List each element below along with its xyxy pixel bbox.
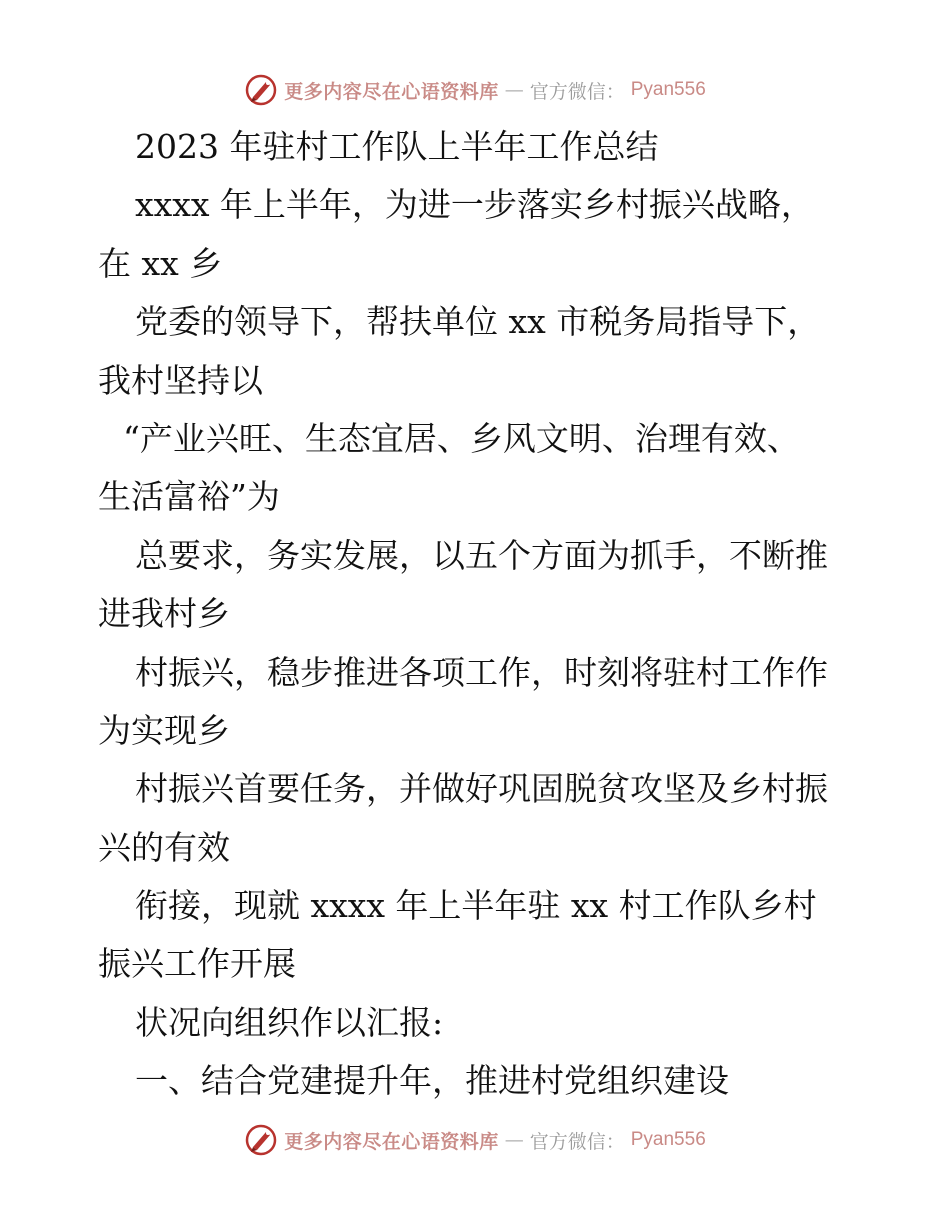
watermark-label: 官方微信： <box>529 80 625 103</box>
watermark-id: Pyan556 <box>630 1129 706 1150</box>
text-line: 党委的领导下，帮扶单位 xx 市税务局指导下， <box>135 302 821 342</box>
pen-logo-icon <box>244 1123 278 1157</box>
text-line: 我村坚持以 <box>98 360 263 400</box>
text-line: 总要求，务实发展，以五个方面为抓手，不断推 <box>135 535 828 575</box>
section-heading: 一、结合党建提升年，推进村党组织建设 <box>135 1061 729 1101</box>
watermark-text: 更多内容尽在心语资料库 <box>284 1130 499 1153</box>
watermark-id: Pyan556 <box>630 79 706 100</box>
text-line: 振兴工作开展 <box>98 944 296 984</box>
watermark-label: 官方微信： <box>529 1130 625 1153</box>
text-line: “产业兴旺、生态宜居、乡风文明、治理有效、 <box>123 418 800 458</box>
text-line: 进我村乡 <box>98 594 230 634</box>
text-line: 村振兴首要任务，并做好巩固脱贫攻坚及乡村振 <box>135 769 828 809</box>
watermark-dash: — <box>504 79 524 101</box>
watermark-dash: — <box>504 1129 524 1151</box>
text-line: 为实现乡 <box>98 710 230 750</box>
header-watermark <box>0 70 950 110</box>
document-title: 2023 年驻村工作队上半年工作总结 <box>135 127 659 166</box>
text-line: 衔接，现就 xxxx 年上半年驻 xx 村工作队乡村 <box>135 886 817 926</box>
document-body <box>98 118 858 1111</box>
text-line: 状况向组织作以汇报: <box>135 1002 444 1042</box>
text-line: 生活富裕”为 <box>98 477 280 517</box>
text-line: xxxx 年上半年，为进一步落实乡村振兴战略， <box>135 185 814 225</box>
pen-logo-icon <box>244 73 278 107</box>
footer-watermark <box>0 1120 950 1160</box>
text-line: 村振兴，稳步推进各项工作，时刻将驻村工作作 <box>135 652 828 692</box>
text-line: 兴的有效 <box>98 827 230 867</box>
watermark-text: 更多内容尽在心语资料库 <box>284 80 499 103</box>
text-line: 在 xx 乡 <box>98 243 223 283</box>
